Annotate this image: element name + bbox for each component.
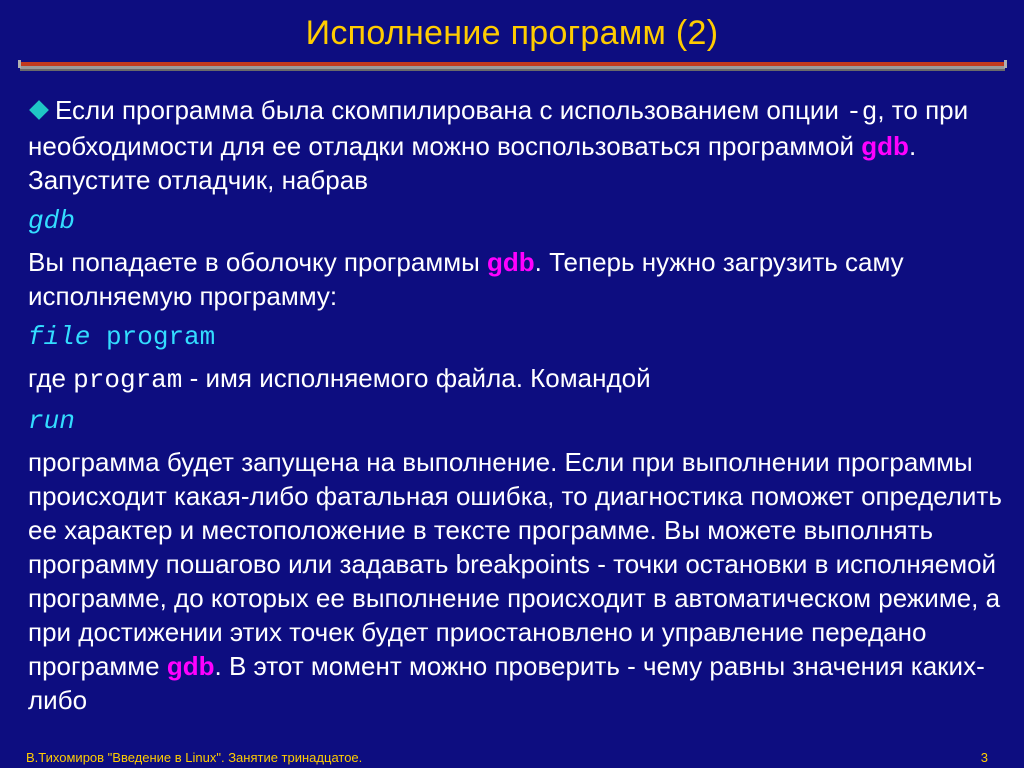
- title-divider: [20, 62, 1005, 66]
- shell-text-b: . Теперь нужно загрузить саму исполняемую программу:: [28, 247, 904, 311]
- paragraph-where: [28, 361, 1003, 397]
- run-text-a: программа будет запущена на выполнение. Если при выполнении программы происходит какая-либо фатальная ошибка, то диагностика поможет определить ее характер и местоположение в тексте программе. Вы можете выполнять программу пошагово или задавать breakpoints - точки остановки в исполняемой программе, до которых ее выполнение происходит в автоматическом режиме, а при достижении этих точек будет приостановлено и управление передано программе: [28, 447, 1002, 681]
- intro-text-c: . Запустите отладчик, набрав: [28, 131, 917, 195]
- shell-text-a: Вы попадаете в оболочку программы: [28, 247, 487, 277]
- code-file-arg: program: [106, 322, 216, 352]
- divider-cap-left: [18, 60, 21, 68]
- option-g: -g: [846, 97, 878, 127]
- run-text-b: . В этот момент можно проверить - чему равны значения каких-либо: [28, 651, 985, 715]
- gdb-highlight: gdb: [861, 131, 909, 161]
- slide-body: [28, 93, 1003, 717]
- gdb-highlight: gdb: [487, 247, 535, 277]
- code-gdb: [28, 204, 1003, 238]
- divider-cap-right: [1004, 60, 1007, 68]
- page-number: 3: [980, 750, 988, 765]
- gdb-highlight: gdb: [166, 651, 215, 681]
- paragraph-intro: [28, 93, 1003, 197]
- code-file-keyword: file: [28, 322, 91, 352]
- slide-title: Исполнение программ (2): [305, 14, 719, 52]
- paragraph-run: [28, 445, 1003, 717]
- intro-text-b: , то при необходимости для ее отладки можно воспользоваться программой: [28, 95, 969, 161]
- paragraph-shell: [28, 245, 1003, 313]
- program-name: program: [73, 365, 183, 395]
- code-run-text: run: [28, 406, 75, 436]
- code-gdb-text: gdb: [28, 206, 75, 236]
- intro-text-a: Если программа была скомпилирована с использованием опции: [55, 95, 847, 125]
- code-file-program: [28, 320, 1003, 354]
- diamond-bullet-icon: [29, 100, 49, 120]
- where-text-a: где: [28, 363, 74, 393]
- footer-credits: В.Тихомиров "Введение в Linux". Занятие тринадцатое.: [26, 750, 363, 765]
- code-run: [28, 404, 1003, 438]
- where-text-b: - имя исполняемого файла. Командой: [182, 363, 651, 393]
